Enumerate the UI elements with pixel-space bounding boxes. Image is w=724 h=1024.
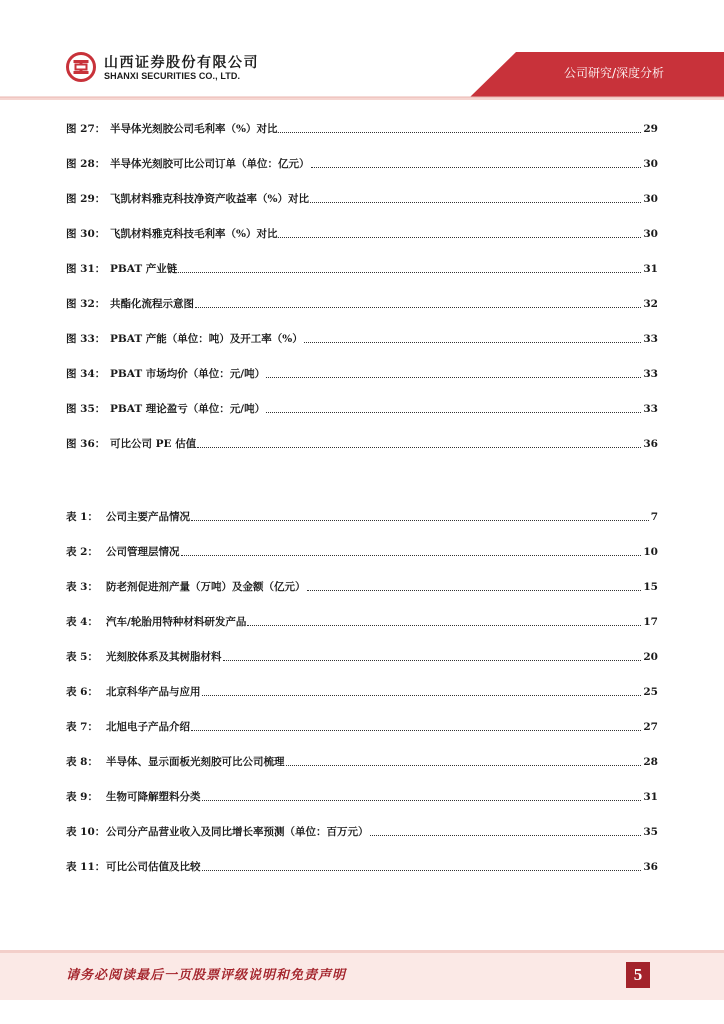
entry-page: 36 — [643, 861, 658, 873]
shanxi-securities-logo-icon — [66, 52, 96, 82]
page-number: 5 — [626, 962, 650, 988]
entry-title: 防老剂促进剂产量（万吨）及金额（亿元） — [106, 581, 306, 593]
page-header — [0, 0, 724, 100]
dot-leader — [266, 412, 641, 413]
entry-number: 图 34： — [66, 368, 106, 380]
dot-leader — [304, 342, 642, 343]
entry-title: 汽车/轮胎用特种材料研发产品 — [106, 616, 247, 628]
toc-entry-figure-29[interactable] — [66, 186, 658, 206]
entry-number: 表 4： — [66, 616, 98, 628]
entry-page: 31 — [643, 263, 658, 275]
entry-number: 表 9： — [66, 791, 98, 803]
entry-number: 图 32： — [66, 298, 106, 310]
entry-number: 表 11： — [66, 861, 106, 873]
entry-number: 表 2： — [66, 546, 98, 558]
toc-entry-table-8[interactable] — [66, 749, 658, 769]
entry-page: 33 — [643, 403, 658, 415]
dot-leader — [195, 307, 641, 308]
entry-title: 北京科华产品与应用 — [106, 686, 201, 698]
entry-number: 图 29： — [66, 193, 106, 205]
dot-leader — [202, 870, 642, 871]
dot-leader — [370, 835, 642, 836]
entry-title: 共酯化流程示意图 — [110, 298, 194, 310]
entry-page: 28 — [643, 756, 658, 768]
toc-entry-table-9[interactable] — [66, 784, 658, 804]
entry-title: PBAT 市场均价（单位：元/吨） — [110, 368, 266, 380]
entry-page: 20 — [643, 651, 658, 663]
dot-leader — [278, 237, 641, 238]
toc-entry-table-4[interactable] — [66, 609, 658, 629]
entry-page: 30 — [643, 228, 658, 240]
entry-title: 公司管理层情况 — [106, 546, 180, 558]
entry-page: 33 — [643, 368, 658, 380]
toc-entry-table-3[interactable] — [66, 574, 658, 594]
entry-number: 表 3： — [66, 581, 98, 593]
report-type-tag: 公司研究/深度分析 — [563, 66, 664, 80]
entry-page: 35 — [643, 826, 658, 838]
entry-title: 可比公司估值及比较 — [106, 861, 201, 873]
entry-number: 表 6： — [66, 686, 98, 698]
entry-number: 表 10： — [66, 826, 106, 838]
toc-entry-figure-30[interactable] — [66, 221, 658, 241]
dot-leader — [278, 132, 641, 133]
toc-entry-figure-28[interactable] — [66, 151, 658, 171]
toc-entry-figure-35[interactable] — [66, 396, 658, 416]
entry-page: 30 — [643, 193, 658, 205]
entry-title: 可比公司 PE 估值 — [110, 438, 197, 450]
entry-page: 33 — [643, 333, 658, 345]
entry-title: 北旭电子产品介绍 — [106, 721, 190, 733]
dot-leader — [266, 377, 641, 378]
entry-title: PBAT 理论盈亏（单位：元/吨） — [110, 403, 266, 415]
entry-page: 10 — [643, 546, 658, 558]
toc-entry-table-11[interactable] — [66, 854, 658, 874]
toc-entry-table-1[interactable] — [66, 504, 658, 524]
dot-leader — [310, 202, 641, 203]
entry-title: PBAT 产业链 — [110, 263, 178, 275]
toc-entry-table-6[interactable] — [66, 679, 658, 699]
entry-title: 公司分产品营业收入及同比增长率预测（单位：百万元） — [106, 826, 369, 838]
toc-entry-table-5[interactable] — [66, 644, 658, 664]
dot-leader — [197, 447, 641, 448]
entry-number: 图 28： — [66, 158, 106, 170]
entry-title: 半导体光刻胶公司毛利率（%）对比 — [110, 123, 278, 135]
toc-entry-figure-33[interactable] — [66, 326, 658, 346]
entry-page: 17 — [643, 616, 658, 628]
disclaimer-notice: 请务必阅读最后一页股票评级说明和免责声明 — [66, 968, 347, 983]
dot-leader — [181, 555, 642, 556]
entry-number: 图 36： — [66, 438, 106, 450]
header-banner — [0, 0, 724, 100]
entry-title: 飞凯材料雅克科技毛利率（%）对比 — [110, 228, 278, 240]
entry-title: 公司主要产品情况 — [106, 511, 190, 523]
toc-entry-figure-31[interactable] — [66, 256, 658, 276]
entry-page: 30 — [643, 158, 658, 170]
toc-entry-figure-34[interactable] — [66, 361, 658, 381]
entry-title: 生物可降解塑料分类 — [106, 791, 201, 803]
entry-page: 31 — [643, 791, 658, 803]
company-name-en: SHANXI SECURITIES CO., LTD. — [104, 71, 241, 81]
entry-title: 半导体光刻胶可比公司订单（单位：亿元） — [110, 158, 310, 170]
dot-leader — [311, 167, 642, 168]
entry-number: 表 7： — [66, 721, 98, 733]
entry-page: 29 — [643, 123, 658, 135]
dot-leader — [202, 695, 642, 696]
entry-number: 图 33： — [66, 333, 106, 345]
entry-page: 7 — [650, 511, 658, 523]
toc-entry-table-7[interactable] — [66, 714, 658, 734]
entry-number: 图 30： — [66, 228, 106, 240]
entry-number: 图 31： — [66, 263, 106, 275]
toc-entry-figure-32[interactable] — [66, 291, 658, 311]
toc-entry-table-2[interactable] — [66, 539, 658, 559]
entry-number: 图 35： — [66, 403, 106, 415]
entry-page: 15 — [643, 581, 658, 593]
dot-leader — [202, 800, 642, 801]
company-name-cn: 山西证券股份有限公司 — [104, 55, 259, 71]
entry-title: 半导体、显示面板光刻胶可比公司梳理 — [106, 756, 285, 768]
entry-page: 32 — [643, 298, 658, 310]
entry-number: 表 5： — [66, 651, 98, 663]
entry-page: 27 — [643, 721, 658, 733]
entry-number: 表 8： — [66, 756, 98, 768]
entry-title: 光刻胶体系及其树脂材料 — [106, 651, 222, 663]
dot-leader — [178, 272, 641, 273]
dot-leader — [191, 730, 641, 731]
dot-leader — [191, 520, 649, 521]
entry-title: PBAT 产能（单位：吨）及开工率（%） — [110, 333, 303, 345]
toc-entry-figure-36[interactable] — [66, 431, 658, 451]
toc-entry-figure-27[interactable] — [66, 116, 658, 136]
entry-page: 25 — [643, 686, 658, 698]
dot-leader — [307, 590, 642, 591]
dot-leader — [223, 660, 642, 661]
entry-number: 图 27： — [66, 123, 106, 135]
toc-entry-table-10[interactable] — [66, 819, 658, 839]
entry-title: 飞凯材料雅克科技净资产收益率（%）对比 — [110, 193, 309, 205]
entry-number: 表 1： — [66, 511, 98, 523]
entry-page: 36 — [643, 438, 658, 450]
dot-leader — [286, 765, 642, 766]
dot-leader — [247, 625, 641, 626]
